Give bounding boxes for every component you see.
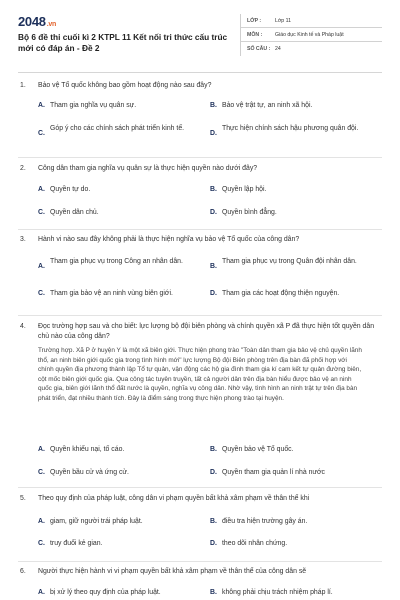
meta-label: LỚP : bbox=[247, 17, 262, 24]
option-text: Quyền bình đẳng. bbox=[222, 209, 277, 216]
option-text: không phải chịu trách nhiệm pháp lí. bbox=[222, 589, 333, 596]
question-number: 1. bbox=[20, 82, 26, 89]
meta-label: SỐ CÂU : bbox=[247, 46, 271, 52]
question-number: 3. bbox=[20, 236, 26, 243]
meta-table bbox=[240, 14, 382, 56]
question-divider bbox=[18, 157, 382, 158]
option-letter: B. bbox=[210, 263, 217, 270]
option-letter: C. bbox=[38, 290, 45, 297]
meta-row-subject bbox=[241, 28, 382, 42]
case-passage: Trường hợp. Xã P ở huyện Y là một xã biên giới. Thực hiện phong trào "Toàn dân tham gia bảo vệ chủ quyền lãnh thổ, an ninh biên giới quốc gia trong tình hình mới" lực lượng Bộ đội Biên phòng trên địa bàn đã phối hợp với chính quyền địa phương thành lập Tổ tự quản, vận động các hộ gia đình tham gia kí cam kết tự quản đường biên, cột mốc biên giới quốc gia. Qua công tác tuyên truyền, tất cả người dân trên địa bàn hiểu được bảo vệ an ninh quốc gia, biên giới lãnh thổ đất nước là quyền, nghĩa vụ công dân. Nhờ vậy, tình hình an ninh trật tự trên địa bàn phát triển, đạt nhiều thành tích. Đây là điểm sáng trong thực hiện phong trào tại huyện. bbox=[38, 347, 362, 402]
option-letter: A. bbox=[38, 263, 45, 270]
option-letter: A. bbox=[38, 102, 45, 109]
document-title: Bộ 6 đề thi cuối kì 2 KTPL 11 Kết nối tri thức cấu trúc mới có đáp án - Đề 2 bbox=[18, 32, 228, 53]
question-divider bbox=[18, 561, 382, 562]
question-6 bbox=[18, 567, 382, 600]
option-letter: B. bbox=[210, 446, 217, 453]
option-d[interactable] bbox=[210, 468, 380, 480]
option-letter: D. bbox=[210, 130, 217, 137]
option-letter: D. bbox=[210, 209, 217, 216]
option-letter: B. bbox=[210, 102, 217, 109]
question-text: Người thực hiện hành vi vi phạm quyền bất khả xâm phạm về thân thể của công dân sẽ bbox=[38, 568, 307, 575]
question-text: Theo quy định của pháp luật, công dân vi phạm quyền bất khả xâm phạm về thân thể khi bbox=[38, 495, 310, 502]
question-number: 2. bbox=[20, 165, 26, 172]
option-text: Tham gia nghĩa vụ quân sự. bbox=[50, 102, 137, 109]
option-letter: A. bbox=[38, 518, 45, 525]
meta-value: Giáo dục Kinh tế và Pháp luật bbox=[275, 31, 344, 38]
option-text: bị xử lý theo quy định của pháp luật. bbox=[50, 589, 161, 596]
option-text: Tham gia bảo vệ an ninh vùng biên giới. bbox=[50, 290, 173, 297]
question-number: 4. bbox=[20, 323, 26, 330]
option-text: truy đuổi kẻ gian. bbox=[50, 540, 103, 547]
question-number: 6. bbox=[20, 568, 26, 575]
question-text: Hành vi nào sau đây không phải là thực hiện nghĩa vụ bảo vệ Tổ quốc của công dân? bbox=[38, 236, 300, 243]
option-letter: C. bbox=[38, 130, 45, 137]
question-divider bbox=[18, 315, 382, 316]
question-text: Công dân tham gia nghĩa vụ quân sự là thực hiện quyền nào dưới đây? bbox=[38, 165, 258, 172]
option-letter: B. bbox=[210, 518, 217, 525]
question-divider bbox=[18, 229, 382, 230]
option-letter: D. bbox=[210, 290, 217, 297]
option-a[interactable] bbox=[38, 445, 208, 457]
question-2 bbox=[18, 164, 382, 224]
meta-label: MÔN : bbox=[247, 31, 263, 38]
option-letter: C. bbox=[38, 540, 45, 547]
option-text: Tham gia các hoạt động thiện nguyện. bbox=[222, 290, 340, 297]
question-number: 5. bbox=[20, 495, 26, 502]
header-divider bbox=[18, 72, 382, 73]
option-text: theo dõi nhân chứng. bbox=[222, 540, 288, 547]
option-text: giam, giữ người trái pháp luật. bbox=[50, 518, 143, 525]
question-divider bbox=[18, 487, 382, 488]
logo-main: 2048 bbox=[18, 14, 46, 29]
option-text: điều tra hiện trường gây án. bbox=[222, 518, 308, 525]
question-3 bbox=[18, 235, 382, 309]
option-letter: A. bbox=[38, 589, 45, 596]
meta-row-count bbox=[241, 42, 382, 56]
option-letter: D. bbox=[210, 540, 217, 547]
meta-value: Lớp 11 bbox=[275, 17, 291, 24]
option-text: Quyền tham gia quản lí nhà nước bbox=[222, 469, 325, 476]
option-text: Quyền dân chủ. bbox=[50, 209, 99, 216]
option-letter: C. bbox=[38, 209, 45, 216]
option-letter: D. bbox=[210, 469, 217, 476]
option-text: Quyền lập hội. bbox=[222, 186, 267, 193]
option-text: Góp ý cho các chính sách phát triển kinh tế. bbox=[50, 125, 185, 132]
option-text: Quyền tự do. bbox=[50, 186, 91, 193]
option-c[interactable] bbox=[38, 468, 208, 480]
option-text: Thực hiện chính sách hậu phương quân đội. bbox=[222, 125, 359, 132]
meta-row-class bbox=[241, 14, 382, 28]
option-text: Tham gia phục vụ trong Quân đội nhân dân. bbox=[222, 258, 357, 265]
option-b[interactable] bbox=[210, 445, 380, 457]
logo-suffix: .vn bbox=[46, 21, 56, 28]
option-letter: A. bbox=[38, 446, 45, 453]
option-text: Quyền bảo vệ Tổ quốc. bbox=[222, 446, 294, 453]
question-text: Đọc trường hợp sau và cho biết: lực lượng bộ đội biên phòng và chính quyền xã P đã thực hiện tốt quyền dân chủ nào của công dân? bbox=[38, 323, 375, 340]
question-text: Bảo vệ Tổ quốc không bao gồm hoạt động nào sau đây? bbox=[38, 82, 212, 89]
option-letter: A. bbox=[38, 186, 45, 193]
option-letter: C. bbox=[38, 469, 45, 476]
meta-value: 24 bbox=[275, 46, 281, 52]
option-text: Tham gia phục vụ trong Công an nhân dân. bbox=[50, 258, 183, 265]
option-text: Bảo vệ trật tự, an ninh xã hội. bbox=[222, 102, 313, 109]
option-letter: B. bbox=[210, 589, 217, 596]
option-letter: B. bbox=[210, 186, 217, 193]
option-text: Quyền khiếu nại, tố cáo. bbox=[50, 446, 125, 453]
option-text: Quyền bầu cử và ứng cử. bbox=[50, 469, 129, 476]
site-logo[interactable] bbox=[18, 14, 56, 29]
question-1 bbox=[18, 81, 382, 139]
question-5 bbox=[18, 494, 382, 556]
document-header bbox=[18, 14, 382, 66]
